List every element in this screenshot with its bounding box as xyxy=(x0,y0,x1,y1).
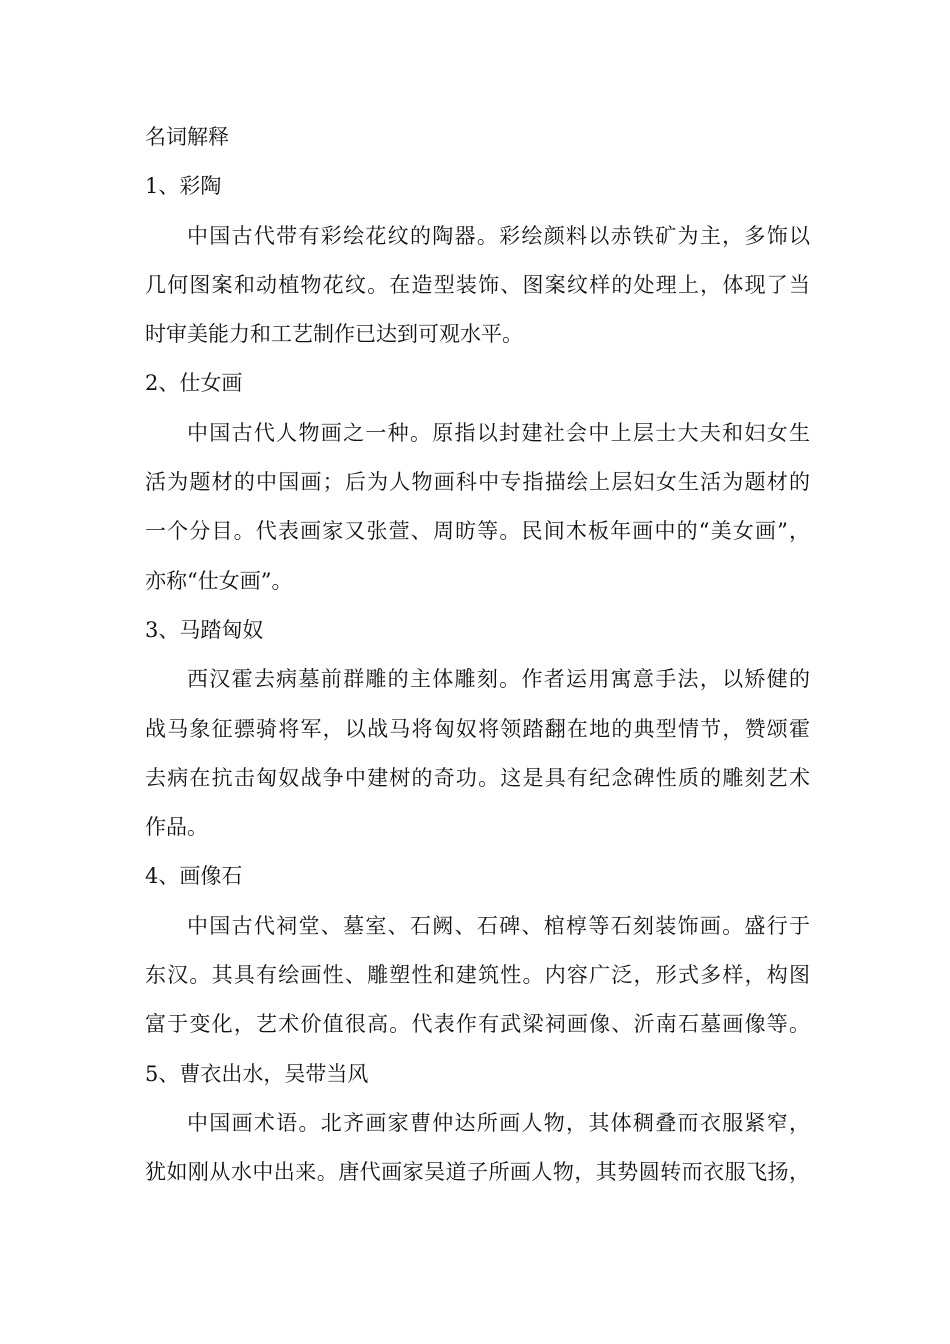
entry-text-line: 中国画术语。北齐画家曹仲达所画人物，其体稠叠而衣服紧窄， xyxy=(187,1110,810,1135)
entry-heading: 1、彩陶 xyxy=(145,174,222,199)
entry-heading: 4、画像石 xyxy=(145,864,243,889)
entry-text-line: 几何图案和动植物花纹。在造型装饰、图案纹样的处理上，体现了当 xyxy=(145,272,810,297)
entry-text-line: 犹如刚从水中出来。唐代画家吴道子所画人物，其势圆转而衣服飞扬， xyxy=(145,1160,810,1185)
document-page xyxy=(145,113,810,1198)
entry-heading: 3、马踏匈奴 xyxy=(145,617,264,642)
entry-text-line: 作品。 xyxy=(145,815,208,840)
entry-text-line: 中国古代祠堂、墓室、石阙、石碑、棺椁等石刻装饰画。盛行于 xyxy=(187,913,810,938)
entry-text-line: 西汉霍去病墓前群雕的主体雕刻。作者运用寓意手法，以矫健的 xyxy=(187,667,810,692)
entry-heading: 2、仕女画 xyxy=(145,371,243,396)
entry-text-line: 活为题材的中国画；后为人物画科中专指描绘上层妇女生活为题材的 xyxy=(145,470,810,495)
entry-text-line: 中国古代人物画之一种。原指以封建社会中上层士大夫和妇女生 xyxy=(187,420,810,445)
entry-text-line: 去病在抗击匈奴战争中建树的奇功。这是具有纪念碑性质的雕刻艺术 xyxy=(145,765,810,790)
entry-text-line: 亦称“仕女画”。 xyxy=(145,568,293,593)
entry-text-line: 一个分目。代表画家又张萱、周昉等。民间木板年画中的“美女画”， xyxy=(145,519,810,544)
entry-heading: 5、曹衣出水，吴带当风 xyxy=(145,1061,369,1086)
entry-text-line: 富于变化，艺术价值很高。代表作有武梁祠画像、沂南石墓画像等。 xyxy=(145,1012,810,1037)
entry-text-line: 东汉。其具有绘画性、雕塑性和建筑性。内容广泛，形式多样，构图 xyxy=(145,963,810,988)
entry-text-line: 时审美能力和工艺制作已达到可观水平。 xyxy=(145,322,523,347)
entry-text-line: 中国古代带有彩绘花纹的陶器。彩绘颜料以赤铁矿为主，多饰以 xyxy=(187,223,810,248)
entry-text-line: 战马象征骠骑将军，以战马将匈奴将领踏翻在地的典型情节，赞颂霍 xyxy=(145,716,810,741)
document-title: 名词解释 xyxy=(145,125,229,149)
